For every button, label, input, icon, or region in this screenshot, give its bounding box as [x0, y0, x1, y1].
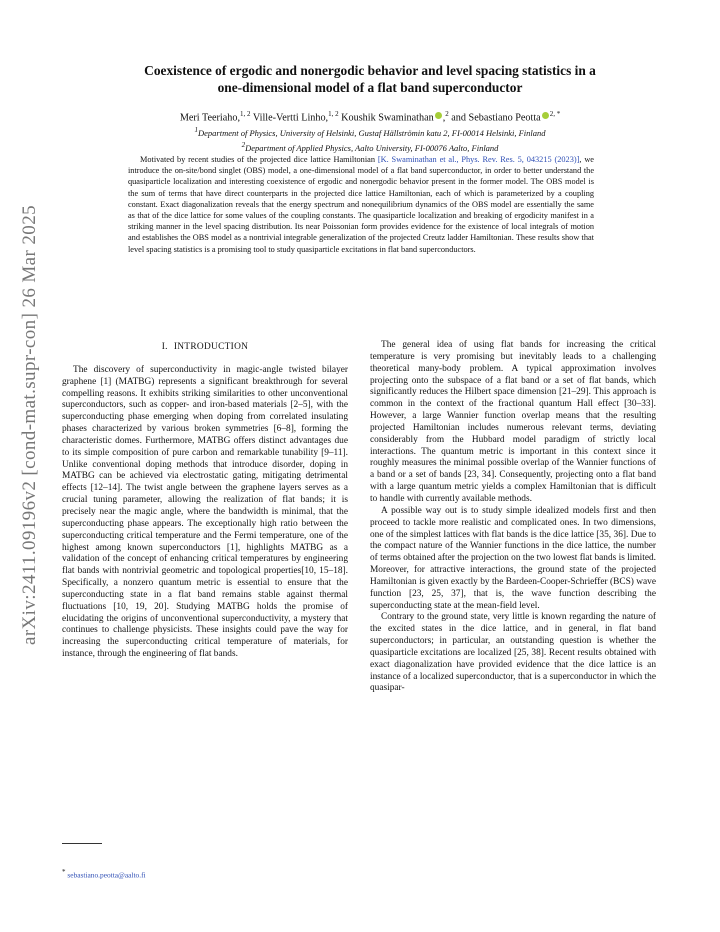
affiliation-2: $^2$Department of Applied Physics, Aalto University, FI-00076 Aalto, Finland [241, 140, 499, 153]
title-line-1: Coexistence of ergodic and nonergodic behavior and level spacing statistics in a [144, 63, 596, 78]
title-line-2: one-dimensional model of a flat band superconductor [217, 80, 523, 95]
footnote-marker: * [62, 868, 66, 876]
author-4: and Sebastiano Peotta [451, 112, 541, 124]
author-3-affil: 2 [445, 110, 449, 118]
paragraph: The discovery of superconductivity in magic-angle twisted bilayer graphene [1] (MATBG) represents a significant breakthrough for several compelling reasons. It exhibits striking similarities to other unconventional superconductors, such as copper- and iron-based materials [2–5], with the superconducting phase emerging when doping from correlated insulating phases characterized by various broken symmetries [6–8], forming the characteristic domes. Furthermore, MATBG offers distinct advantages due to its simple composition of pure carbon and remarkable tunability [9–11]. Unlike conventional doping methods that introduce disorder, doping in MATBG can be achieved via electrostatic gating, mitigating detrimental effects [12–14]. The twist angle between the graphene layers serves as a crucial tuning parameter, allowing the realization of flat bands; it is precisely near the magic angle, where the bandwidth is minimal, that the superconducting phase appears. The exceptionally high ratio between the superconducting critical temperature and the Fermi temperature, one of the highest among known superconductors [1], highlights MATBG as a validation of the concept of enhancing critical temperatures by engineering flat bands with nontrivial geometric and topological properties[10, 15–18]. Specifically, a nonzero quantum metric is essential to ensure that the superconducting state in a flat band remains stable against thermal fluctuations [10, 19, 20]. Studying MATBG holds the promise of elucidating the origins of unconventional superconductivity, a mystery that continues to challenge physicists. These insights could pave the way for increasing the superconducting critical temperature of materials, for instance, through the engineering of flat bands. [62, 364, 348, 660]
section-heading: I. INTRODUCTION [161, 342, 249, 352]
author-2-affil: 1, 2 [328, 110, 339, 118]
author-3: Koushik Swaminathan [341, 112, 434, 124]
footnote-email-link[interactable]: sebastiano.peotta@aalto.fi [67, 870, 146, 880]
footnote [62, 868, 146, 879]
paragraph: The general idea of using flat bands for increasing the critical temperature is very promising but inevitably leads to a challenging theoretical many-body problem. A typical approximation involves projecting onto the subspace of a flat band or a set of flat bands, which significantly reduces the Hilbert space dimension [21–29]. This approach is common in the context of the fractional quantum Hall effect [30–33]. However, a large Wannier function overlap means that the resulting projected Hamiltonian includes numerous relevant terms, deviating considerably from the Hubbard model paradigm of strictly local interactions. The quantum metric is important in this context since it roughly measures the minimal possible overlap of the Wannier functions of a band or a set of bands [23, 34]. Consequently, projecting onto a flat band with a large quantum metric yields a complex Hamiltonian that is difficult to handle with currently available methods. [370, 340, 656, 504]
author-list: Meri Teeriaho,$^{1, 2}$ Ville-Vertti Linho,$^{1, 2}$ Koushik Swaminathan ,$^2$ and Sebastiano Peotta $^{2, *}$ [179, 110, 561, 124]
left-column [62, 342, 348, 661]
abstract-pre: Motivated by recent studies of the projected dice lattice Hamiltonian [140, 155, 378, 164]
author-1: Meri Teeriaho, [179, 112, 241, 124]
orcid-icon[interactable] [435, 112, 442, 119]
footnote-divider [62, 843, 102, 844]
affiliations [80, 124, 660, 154]
paragraph: Contrary to the ground state, very little is known regarding the nature of the excited states in the dice lattice, and in general, in flat band superconductors; in particular, an outstanding question is whether the quasiparticle excitations are localized [25, 38]. Recent results obtained with exact diagonalization have provided evidence that the dice lattice is an instance of a localized superconductor, that is a superconductor in which the quasipar- [370, 612, 656, 694]
orcid-icon[interactable] [542, 112, 549, 119]
arxiv-identifier [10, 195, 50, 655]
abstract [128, 154, 594, 255]
author-2: Ville-Vertti Linho, [252, 112, 329, 124]
abstract-post: , we introduce the on-site/bond singlet (OBS) model, a one-dimensional model of a flat band superconductor, in order to better understand the quasiparticle localization and interesting coexistence of ergodic and nonergodic behavior present in the former model. The OBS model is the sum of terms that have direct counterparts in the projected dice lattice Hamiltonian, each of which is parameterized by a coupling constant. Exact diagonalization reveals that the energy spectrum and nonequilibrium dynamics of the OBS model are essentially the same as that of the dice lattice for some values of the coupling constants. The quasiparticle localization and breaking of ergodicity manifest in a striking manner in the level spacing distribution. Its near Poissonian form provides evidence for the existence of local integrals of motion and establishes the OBS model as a nontrivial integrable generalization of the projected Creutz ladder Hamiltonian. These results show that level spacing statistics is a promising tool to study quasiparticle excitations in flat band superconductors. [128, 155, 594, 254]
abstract-reference-link[interactable]: [K. Swaminathan et al., Phys. Rev. Res. 5, 043215 (2023)] [377, 155, 580, 164]
author-1-affil: 1, 2 [240, 110, 251, 118]
paragraph: A possible way out is to study simple idealized models first and then proceed to tackle more realistic and complicated ones. In two dimensions, one of the simplest lattices with flat bands is the dice lattice [35, 36]. Due to the compact nature of the Wannier functions in the dice lattice, the number of terms obtained after the projection on the two lowest flat bands is limited. Moreover, for attractive interactions, the ground state of the projected Hamiltonian is given exactly by the Bardeen-Cooper-Schrieffer (BCS) wave function [23, 25, 37], that is, the wave function describing the superconducting state at the mean-field level. [370, 505, 656, 611]
paper-title [80, 62, 660, 96]
arxiv-identifier-text: arXiv:2411.09196v2 [cond-mat.supr-con] 26 Mar 2025 [19, 205, 40, 645]
right-column [370, 340, 656, 695]
author-4-affil: 2, * [549, 110, 561, 118]
affiliation-1: $^1$Department of Physics, University of Helsinki, Gustaf Hällströmin katu 2, FI-00014 Helsinki, Finland [194, 126, 546, 138]
